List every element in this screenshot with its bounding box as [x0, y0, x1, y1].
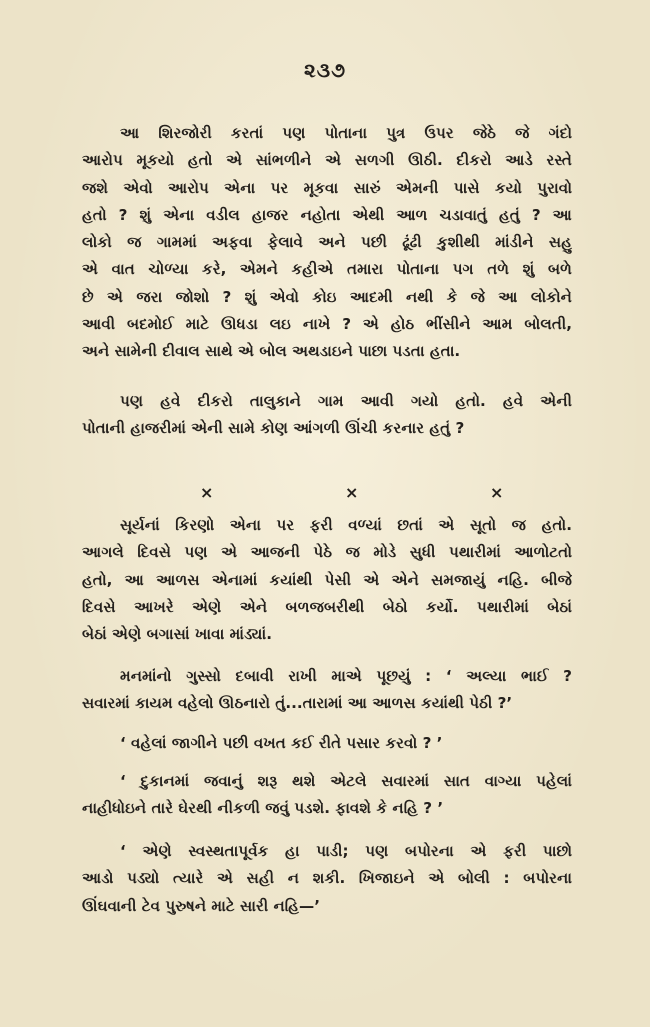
paragraph-line: ઊંઘવાની ટેવ પુરુષને માટે સારી નહિ—’ [82, 896, 320, 915]
paragraph-line: આડો પડ્યો ત્યારે એ સહી ન શકી. ખિજાઇને એ બોલી : બપોરના [82, 869, 572, 888]
paragraph-1 [82, 120, 572, 366]
paragraph-line: હતો ? શું એના વડીલ હાજર નહોતા એથી આળ ચડાવાતું હતું ? આ [82, 205, 572, 224]
paragraph-line: એ વાત ચોળ્યા કરે, એમને કહીએ તમારા પોતાના પગ તળે શું બળે [82, 260, 572, 279]
paragraph-line: હતો, આ આળસ એનામાં કયાંથી પેસી એ એને સમજાયું નહિ. બીજે [82, 570, 572, 589]
paragraph-line: દિવસે આખરે એણે એને બળજબરીથી બેઠો કર્યો. પથારીમાં બેઠાં [82, 597, 572, 616]
paragraph-line: આરોપ મૂકયો હતો એ સાંભળીને એ સળગી ઊઠી. દીકરો આડે રસ્તે [82, 151, 572, 170]
paragraph-line: પણ હવે દીકરો તાલુકાને ગામ આવી ગયો હતો. હવે એની [120, 392, 572, 410]
paragraph-line: મનમાંનો ગુસ્સો દબાવી રાખી માએ પૂછયું : ‘ અલ્યા ભાઈ ? [120, 667, 572, 685]
paragraph-line: નાહીધોઇને તારે ઘેરથી નીકળી જવું પડશે. ફાવશે કે નહિ ? ’ [82, 799, 444, 818]
paragraph-line: આગલે દિવસે પણ એ આજની પેઠે જ મોડે સુધી પથારીમાં આળોટતો [82, 543, 572, 562]
paragraph-line: ‘ એણે સ્વસ્થતાપૂર્વક હા પાડી; પણ બપોરના એ ફરી પાછો [120, 842, 572, 860]
paragraph-line: લોકો જ ગામમાં અફવા ફેલાવે અને પછી ઢૂંઢી કુશીથી માંડીને સહુ [82, 233, 572, 252]
paragraph-line: સૂર્યનાં કિરણો એના પર ફરી વળ્યાં છતાં એ સૂતો જ હતો. [120, 516, 572, 534]
paragraph-line: ‘ વહેલાં જાગીને પછી વખત કઈ રીતે પસાર કરવો ? ’ [120, 734, 443, 752]
separator-mark: × [200, 483, 214, 502]
paragraph-5 [82, 730, 572, 757]
paragraph-line: આ શિરજોરી કરતાં પણ પોતાના પુત્ર ઉપર જેઠે જે ગંદો [120, 124, 572, 142]
paragraph-line: પોતાની હાજરીમાં એની સામે કોણ આંગળી ઊંચી કરનાર હતું ? [82, 419, 465, 438]
paragraph-line: બેઠાં એણે બગાસાં ખાવા માંડ્યાં. [82, 625, 273, 644]
paragraph-6 [82, 768, 572, 823]
paragraph-line: ‘ દુકાનમાં જવાનું શરૂ થશે એટલે સવારમાં સાત વાગ્યા પહેલાં [120, 772, 572, 790]
separator-mark: × [490, 483, 504, 502]
paragraph-3 [82, 512, 572, 648]
page-number: ૨૩૭ [304, 58, 346, 82]
paragraph-4 [82, 663, 572, 718]
paragraph-line: અને સામેની દીવાલ સાથે એ બોલ અથડાઇને પાછા પડતા હતા. [82, 342, 461, 361]
paragraph-7 [82, 838, 572, 920]
paragraph-line: છે એ જરા જોશો ? શું એવો કોઇ આદમી નથી કે જે આ લોકોને [82, 287, 572, 306]
separator-mark: × [345, 483, 359, 502]
paragraph-2 [82, 388, 572, 443]
paragraph-line: સવારમાં કાયમ વહેલો ઊઠનારો તું...તારામાં આ આળસ કયાંથી પેઠી ?’ [82, 694, 513, 713]
section-separator [0, 483, 650, 507]
paragraph-line: જશે એવો આરોપ એના પર મૂકવા સારું એમની પાસે કયો પુરાવો [82, 178, 572, 197]
paragraph-line: આવી બદમોઈ માટે ઊધડા લઇ નાખે ? એ હોઠ ભીંસીને આમ બોલતી, [82, 315, 572, 334]
